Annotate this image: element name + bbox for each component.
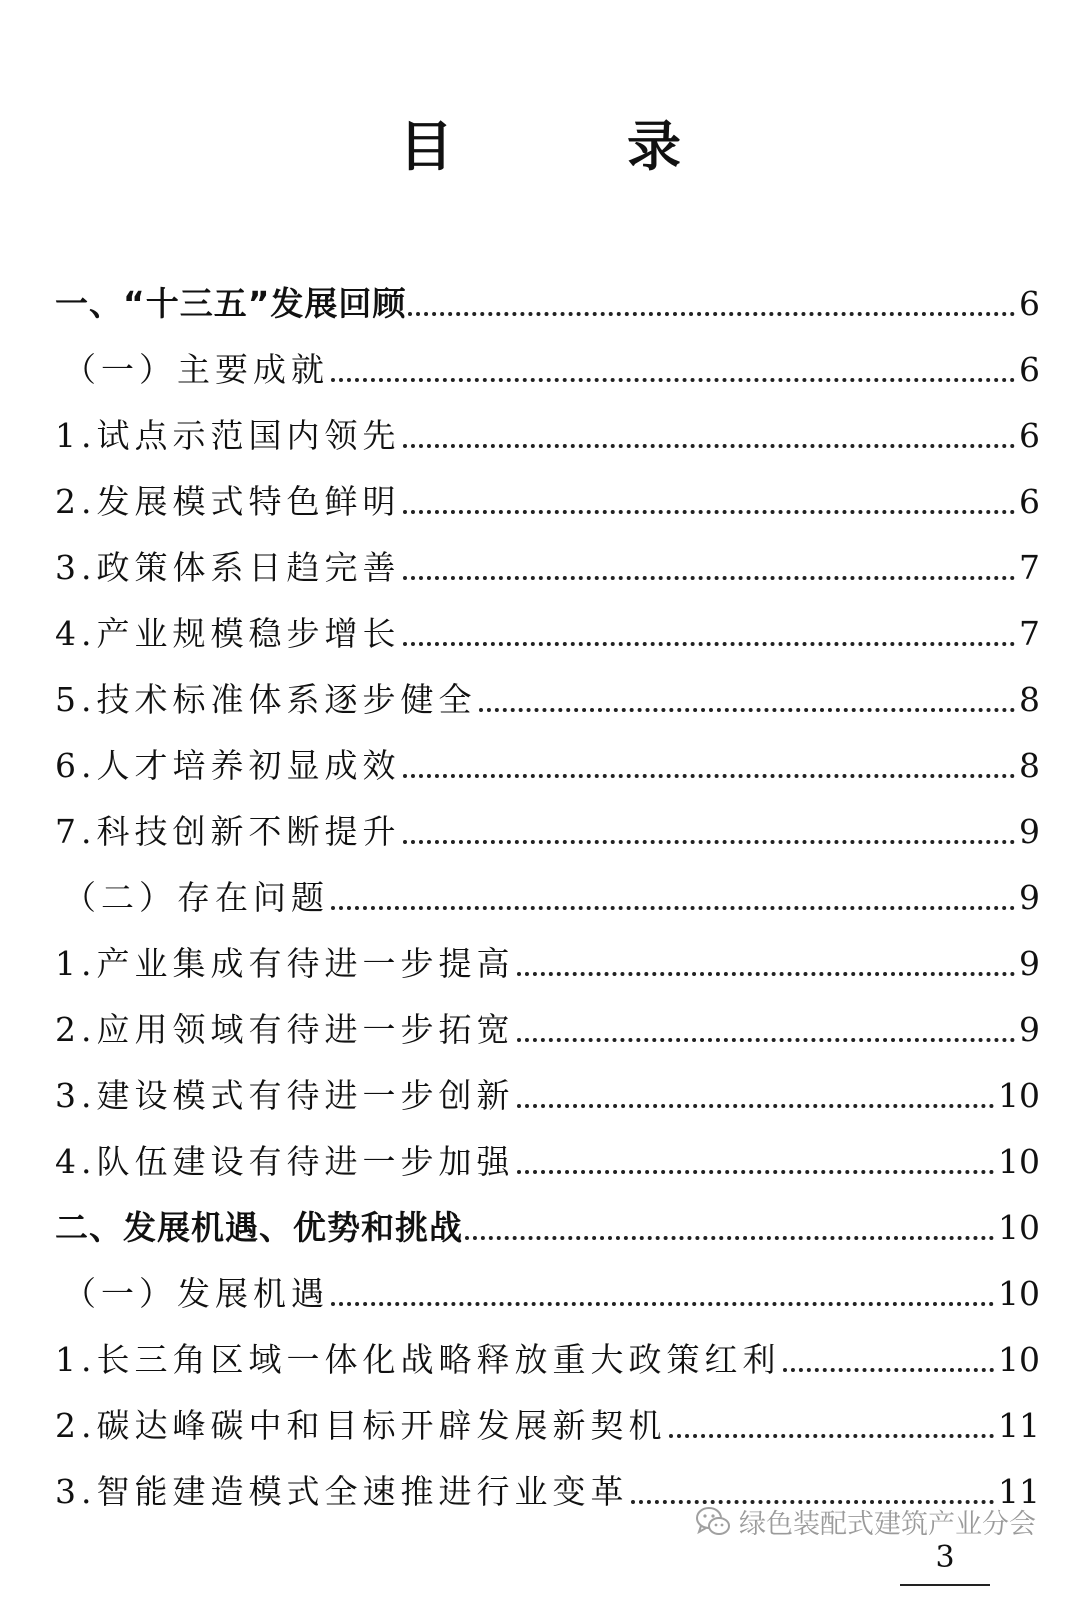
toc-entry-label: 1.产业集成有待进一步提高: [55, 944, 515, 983]
toc-entry-page: 8: [1019, 746, 1040, 785]
dot-leader: [517, 1038, 1016, 1042]
toc-entry-page: 11: [998, 1406, 1040, 1445]
dot-leader: [408, 312, 1015, 316]
dot-leader: [669, 1434, 995, 1438]
page-number-text: 3: [935, 1540, 955, 1575]
toc-entry-label: 6.人才培养初显成效: [55, 746, 401, 785]
toc-entry[interactable]: [55, 1182, 1040, 1248]
toc-entry-label: （二）存在问题: [63, 878, 329, 917]
dot-leader: [465, 1236, 994, 1240]
dot-leader: [403, 510, 1016, 514]
wechat-icon: [695, 1506, 731, 1538]
toc-entry[interactable]: [55, 1116, 1040, 1182]
toc-entry[interactable]: [55, 1050, 1040, 1116]
toc-entry-label: 2.发展模式特色鲜明: [55, 482, 401, 521]
dot-leader: [403, 774, 1016, 778]
toc-entry[interactable]: [55, 654, 1040, 720]
toc-entry-page: 9: [1019, 812, 1040, 851]
dot-leader: [403, 444, 1016, 448]
toc-entry-page: 10: [998, 1076, 1040, 1115]
toc-entry[interactable]: [55, 456, 1040, 522]
toc-entry-label: 二、发展机遇、优势和挑战: [55, 1208, 463, 1247]
toc-entry[interactable]: [55, 522, 1040, 588]
page-number: [900, 1540, 990, 1584]
toc-entry-label: 2.碳达峰碳中和目标开辟发展新契机: [55, 1406, 667, 1445]
toc-entry-label: 一、“十三五”发展回顾: [55, 284, 407, 323]
toc-entry[interactable]: [55, 1314, 1040, 1380]
toc-entry[interactable]: [55, 1380, 1040, 1446]
toc-entry-page: 6: [1019, 350, 1040, 389]
toc-entry-page: 6: [1019, 482, 1040, 521]
toc-entry[interactable]: [55, 852, 1040, 918]
toc-entry-label: 4.产业规模稳步增长: [55, 614, 401, 653]
toc-entry-label: 3.智能建造模式全速推进行业变革: [55, 1472, 629, 1511]
toc-entry[interactable]: [55, 1248, 1040, 1314]
toc-entry[interactable]: [55, 918, 1040, 984]
toc-entry-label: 1.长三角区域一体化战略释放重大政策红利: [55, 1340, 781, 1379]
footer-rule: [900, 1584, 990, 1586]
toc-entry-label: 3.建设模式有待进一步创新: [55, 1076, 515, 1115]
toc-entry-page: 8: [1019, 680, 1040, 719]
dot-leader: [403, 840, 1016, 844]
dot-leader: [479, 708, 1016, 712]
toc-entry-label: 5.技术标准体系逐步健全: [55, 680, 477, 719]
dot-leader: [403, 576, 1016, 580]
watermark: [695, 1502, 1036, 1541]
toc-entry-page: 10: [998, 1340, 1040, 1379]
toc-entry-label: 1.试点示范国内领先: [55, 416, 401, 455]
dot-leader: [331, 378, 1015, 382]
toc-entry-label: （一）主要成就: [63, 350, 329, 389]
toc-entry[interactable]: [55, 324, 1040, 390]
dot-leader: [403, 642, 1016, 646]
dot-leader: [331, 1302, 994, 1306]
toc-entry-page: 11: [998, 1472, 1040, 1511]
toc-entry[interactable]: [55, 588, 1040, 654]
dot-leader: [517, 1170, 995, 1174]
toc-entry-page: 10: [998, 1274, 1040, 1313]
toc-entry-label: 4.队伍建设有待进一步加强: [55, 1142, 515, 1181]
dot-leader: [783, 1368, 995, 1372]
toc-entry[interactable]: [55, 258, 1040, 324]
toc-entry-page: 7: [1019, 548, 1040, 587]
page-title: 目 录: [399, 115, 741, 178]
toc-entry-page: 10: [998, 1142, 1040, 1181]
toc-entry-page: 10: [998, 1208, 1040, 1247]
toc-entry[interactable]: [55, 720, 1040, 786]
toc-entry-label: 3.政策体系日趋完善: [55, 548, 401, 587]
toc-entry-label: 7.科技创新不断提升: [55, 812, 401, 851]
toc-entry-page: 6: [1019, 284, 1040, 323]
toc-entry-label: 2.应用领域有待进一步拓宽: [55, 1010, 515, 1049]
dot-leader: [517, 972, 1016, 976]
toc-entry-page: 9: [1019, 878, 1040, 917]
toc-entry-page: 9: [1019, 1010, 1040, 1049]
toc-entry-label: （一）发展机遇: [63, 1274, 329, 1313]
dot-leader: [517, 1104, 995, 1108]
toc-entry-page: 9: [1019, 944, 1040, 983]
toc-entry[interactable]: [55, 390, 1040, 456]
toc-entry[interactable]: [55, 984, 1040, 1050]
table-of-contents: [55, 258, 1040, 1512]
toc-entry-page: 7: [1019, 614, 1040, 653]
dot-leader: [331, 906, 1015, 910]
toc-entry-page: 6: [1019, 416, 1040, 455]
watermark-text: 绿色装配式建筑产业分会: [739, 1509, 1036, 1540]
toc-entry[interactable]: [55, 786, 1040, 852]
